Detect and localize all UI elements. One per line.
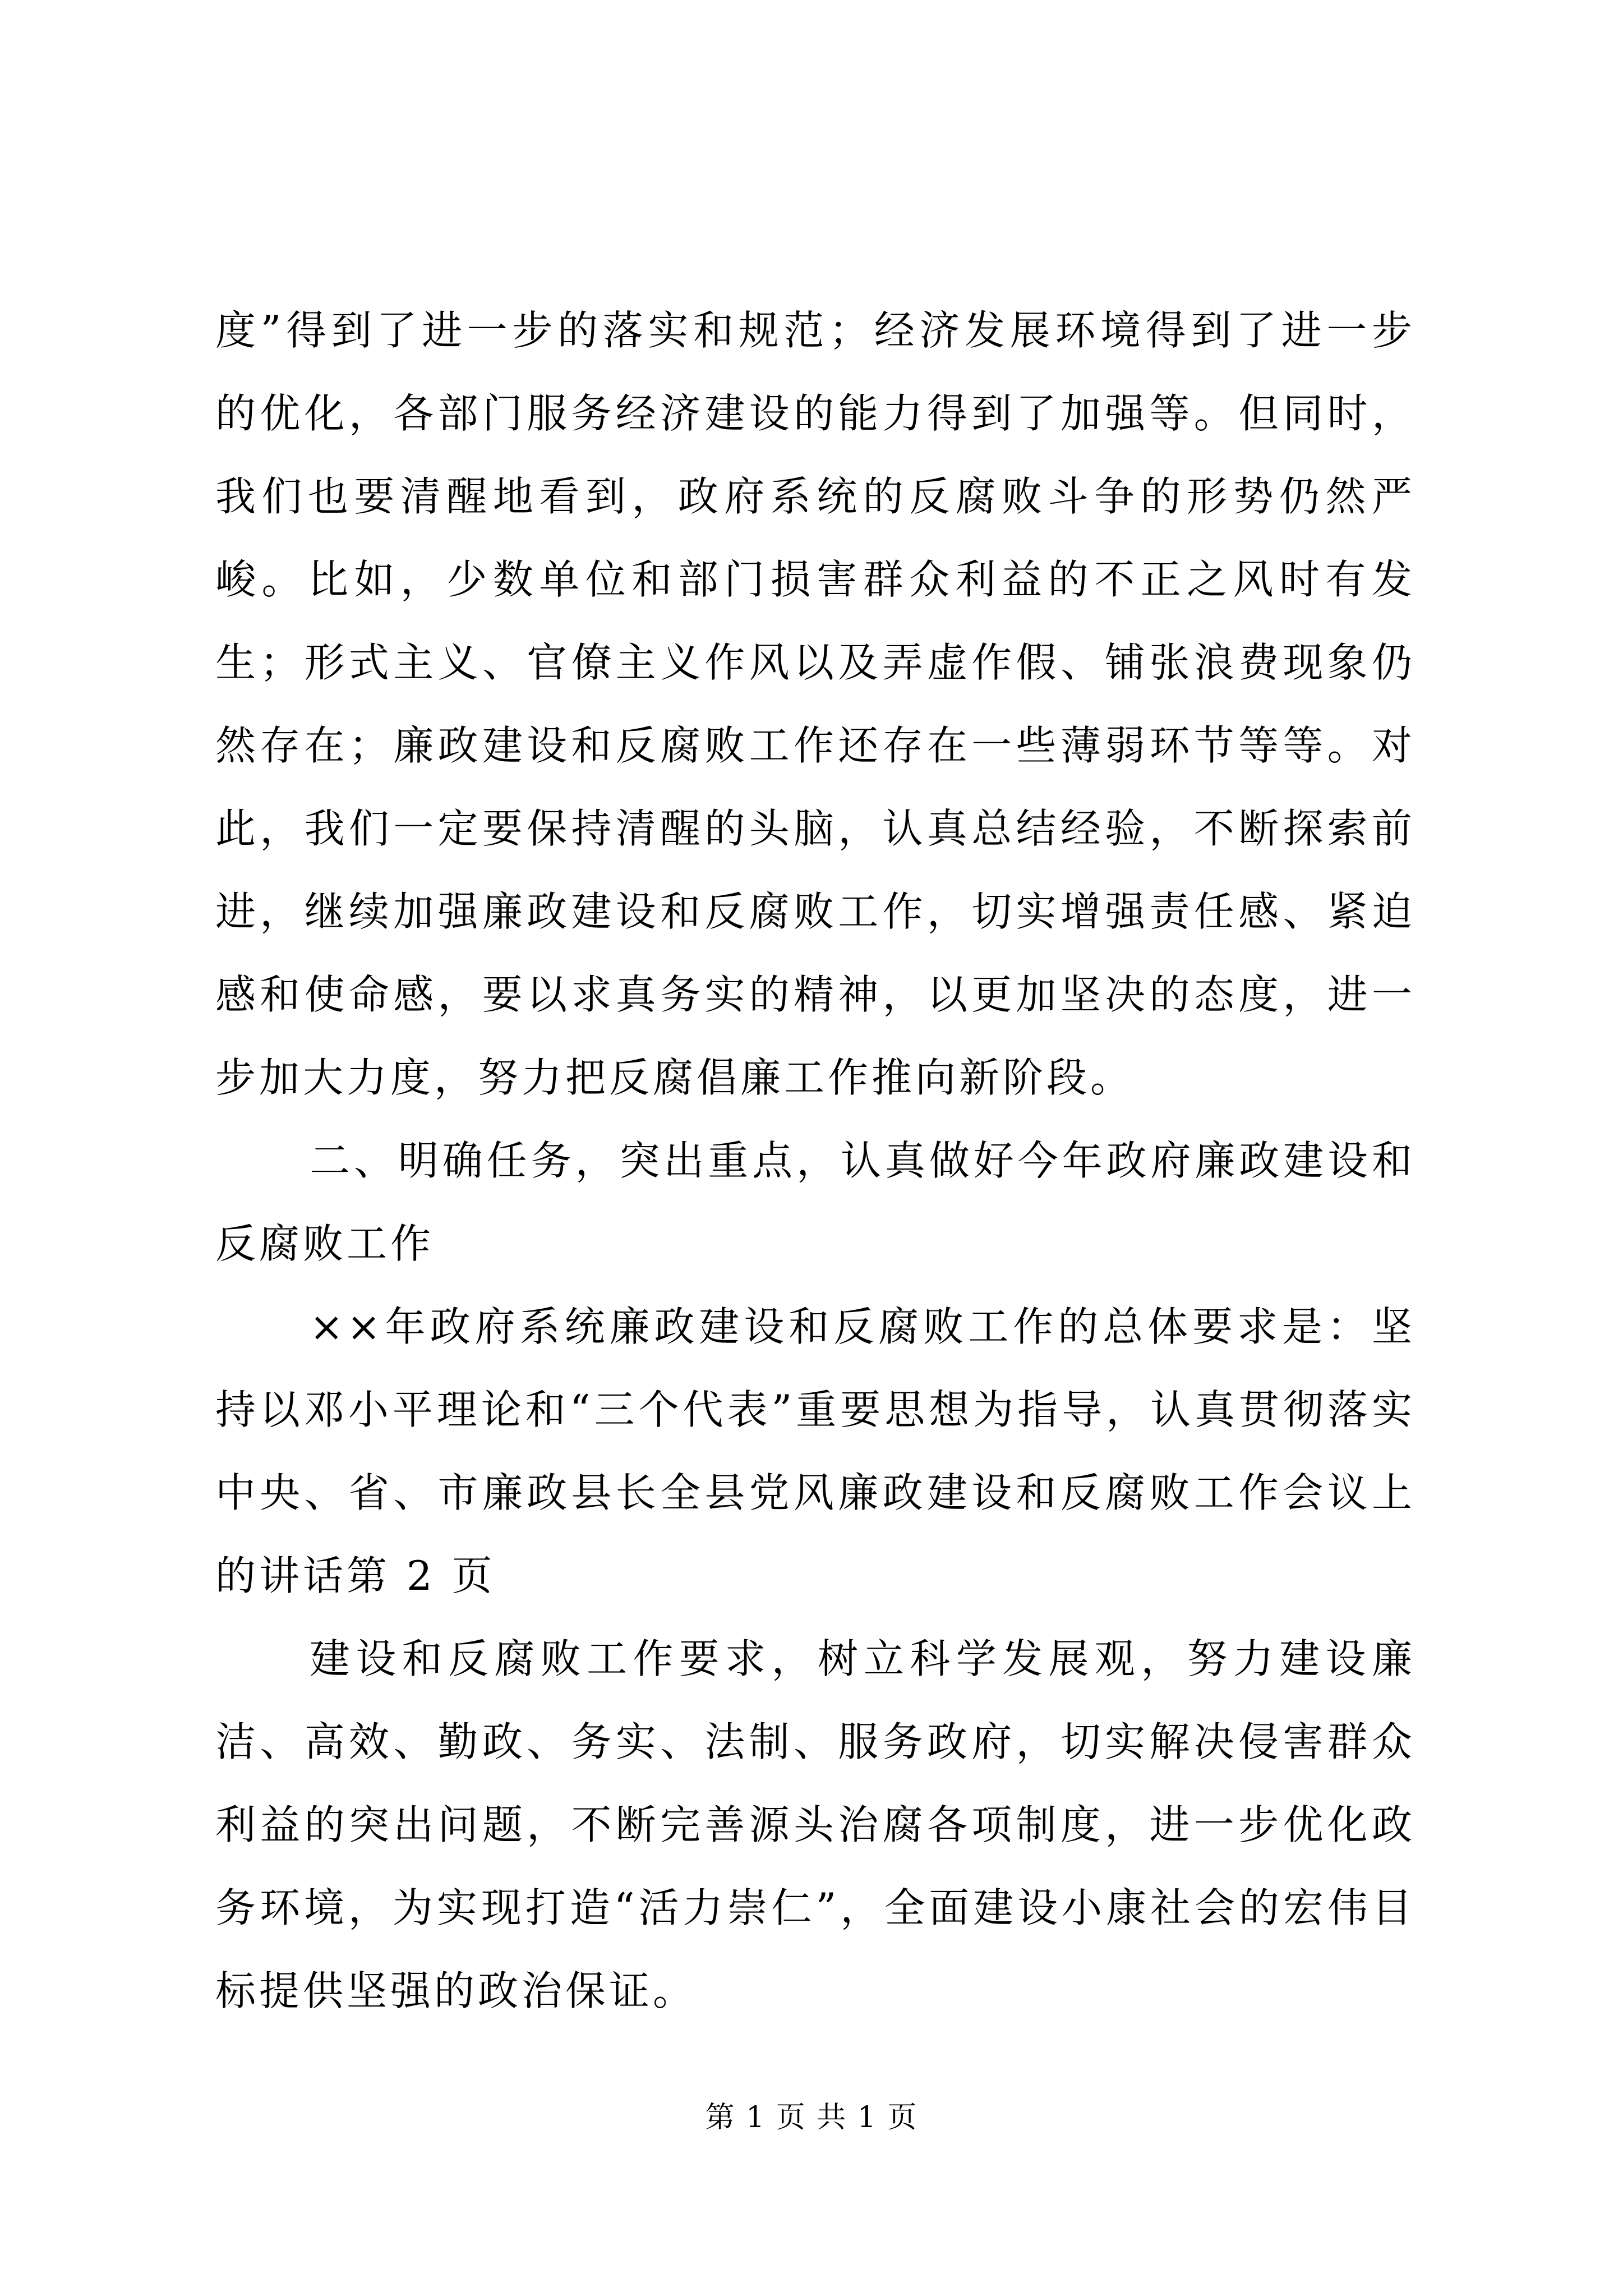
- page-footer: 第 1 页 共 1 页: [705, 2101, 918, 2134]
- paragraph-3: ××年政府系统廉政建设和反腐败工作的总体要求是：坚持以邓小平理论和“三个代表”重要思想为指导，认真贯彻落实中央、省、市廉政县长全县党风廉政建设和反腐败工作会议上的讲话第 2 页: [215, 1303, 1415, 1599]
- section-heading-2: 二、明确任务，突出重点，认真做好今年政府廉政建设和反腐败工作: [215, 1137, 1415, 1267]
- paragraph-4: 建设和反腐败工作要求，树立科学发展观，努力建设廉洁、高效、勤政、务实、法制、服务政府，切实解决侵害群众利益的突出问题，不断完善源头治腐各项制度，进一步优化政务环境，为实现打造“活力崇仁”，全面建设小康社会的宏伟目标提供坚强的政治保证。: [215, 1635, 1415, 2014]
- paragraph-1: 度”得到了进一步的落实和规范；经济发展环境得到了进一步的优化，各部门服务经济建设的能力得到了加强等。但同时，我们也要清醒地看到，政府系统的反腐败斗争的形势仍然严峻。比如，少数单位和部门损害群众利益的不正之风时有发生；形式主义、官僚主义作风以及弄虚作假、铺张浪费现象仍然存在；廉政建设和反腐败工作还存在一些薄弱环节等等。对此，我们一定要保持清醒的头脑，认真总结经验，不断探索前进，继续加强廉政建设和反腐败工作，切实增强责任感、紧迫感和使命感，要以求真务实的精神，以更加坚决的态度，进一步加大力度，努力把反腐倡廉工作推向新阶段。: [215, 307, 1415, 1101]
- document-body: [215, 289, 1415, 2032]
